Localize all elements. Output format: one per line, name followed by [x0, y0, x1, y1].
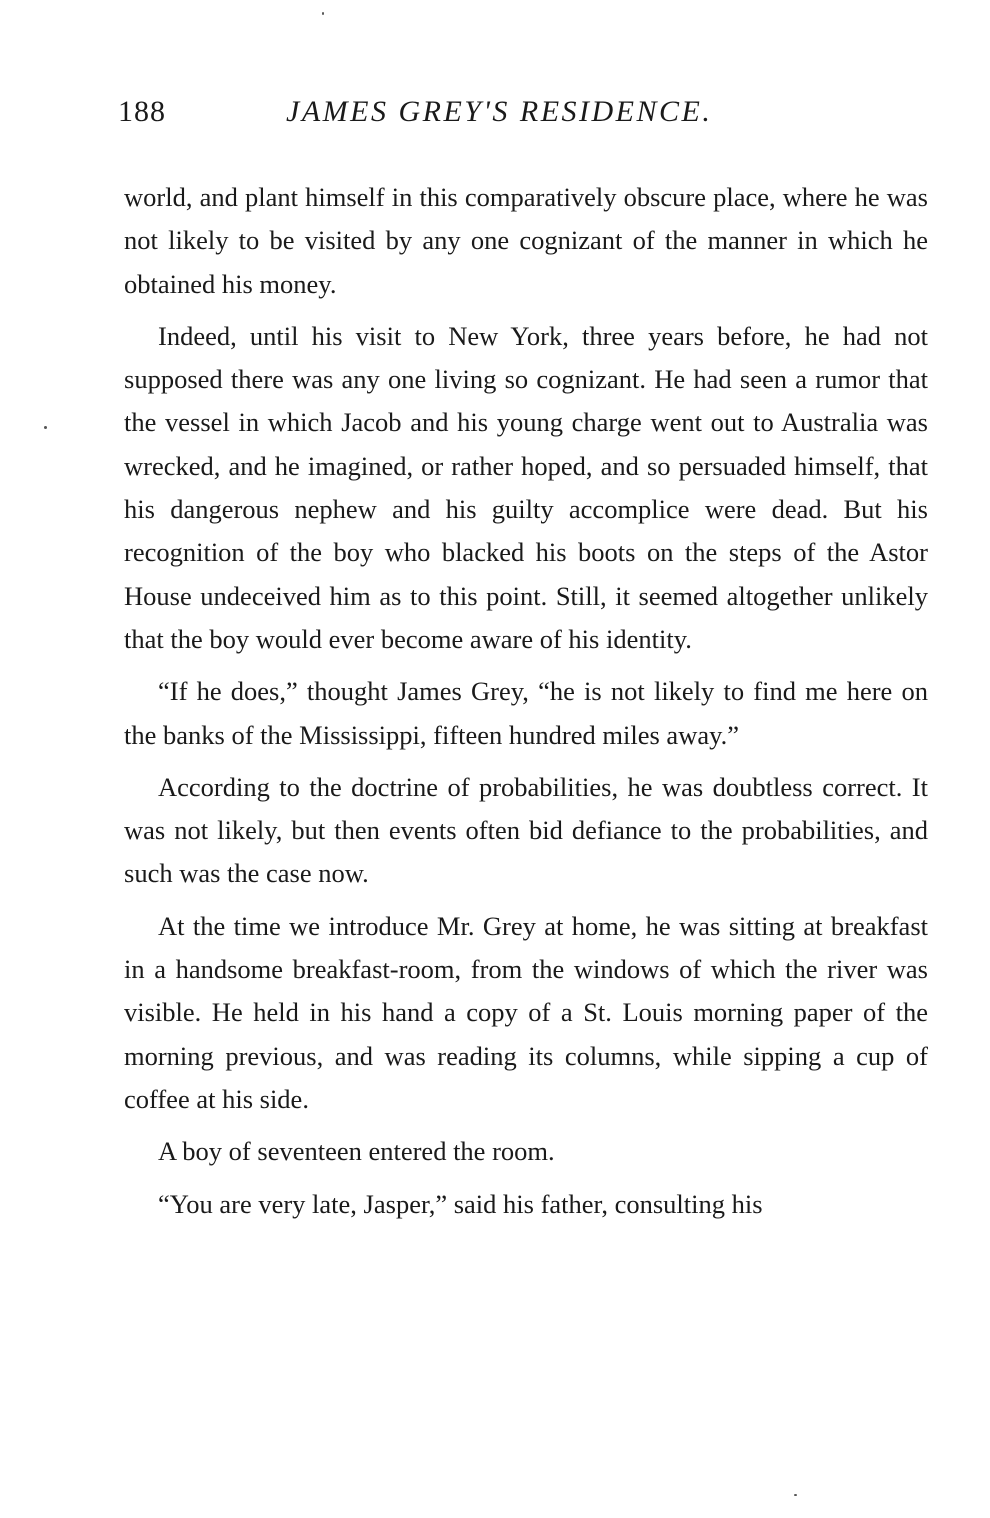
body-text — [124, 176, 928, 1235]
paragraph-5: At the time we introduce Mr. Grey at home, he was sitting at breakfast in a handsome breakfast-room, from the windows of which the river was visible. He held in his hand a copy of a St. Louis morning paper of the morning previous, and was reading its columns, while sipping a cup of coffee at his side. — [124, 910, 928, 1114]
paragraph-3: “If he does,” thought James Grey, “he is not likely to find me here on the banks of the Mississippi, fifteen hundred miles away.” — [124, 676, 928, 750]
running-head — [118, 95, 930, 135]
paragraph-4: According to the doctrine of probabilities, he was doubtless correct. It was not likely, but then events often bid defiance to the probabilities, and such was the case now. — [124, 771, 928, 889]
page-number: 188 — [118, 95, 166, 128]
scan-speck — [794, 1494, 797, 1496]
paragraph-6: A boy of seventeen entered the room. — [158, 1136, 555, 1167]
paragraph-2: Indeed, until his visit to New York, three years before, he had not supposed there was any one living so cognizant. He had seen a rumor that the vessel in which Jacob and his young charge went out to Australia was wrecked, and he imagined, or rather hoped, and so persuaded himself, that his dangerous nephew and his guilty accomplice were dead. But his recognition of the boy who blacked his boots on the steps of the Astor House undeceived him as to this point. Still, it seemed altogether unlikely that the boy would ever become aware of his identity. — [124, 320, 928, 654]
scan-speck — [44, 426, 47, 429]
running-title: JAMES GREY'S RESIDENCE. — [286, 95, 713, 128]
paragraph-7: “You are very late, Jasper,” said his father, consulting his — [158, 1188, 763, 1219]
scan-speck — [322, 12, 324, 15]
paragraph-1: world, and plant himself in this comparatively obscure place, where he was not likely to be visited by any one cognizant of the manner in which he obtained his money. — [124, 182, 928, 299]
